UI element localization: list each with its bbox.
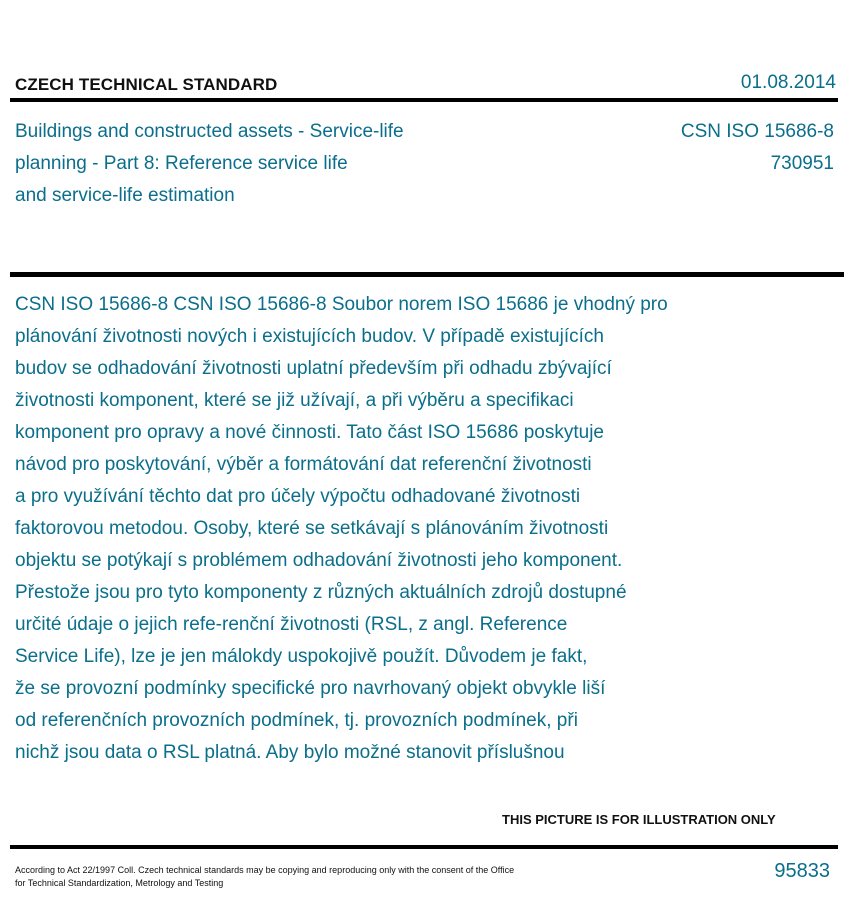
title-line: and service-life estimation [15, 185, 235, 206]
document-id: 95833 [774, 860, 830, 882]
header-divider [10, 98, 838, 102]
body-line: komponent pro opravy a nové činnosti. Tato část ISO 15686 poskytuje [15, 422, 604, 443]
title-divider [10, 272, 844, 277]
body-line: životnosti komponent, které se již užívají, a při výběru a specifikaci [15, 390, 574, 411]
body-line: nichž jsou data o RSL platná. Aby bylo možné stanovit příslušnou [15, 742, 565, 763]
publication-date: 01.08.2014 [740, 72, 836, 93]
body-line: Service Life), lze je jen málokdy uspokojivě použít. Důvodem je fakt, [15, 646, 588, 667]
body-line: faktorovou metodou. Osoby, které se setkávají s plánováním životnosti [15, 518, 609, 539]
standard-identifiers [681, 116, 834, 180]
standard-type-label: CZECH TECHNICAL STANDARD [15, 75, 278, 94]
classification-number: 730951 [770, 153, 834, 174]
abstract-text [15, 289, 785, 769]
footer-divider [10, 845, 838, 849]
body-line: Přestože jsou pro tyto komponenty z různých aktuálních zdrojů dostupné [15, 582, 627, 603]
title-line: Buildings and constructed assets - Service-life [15, 121, 404, 142]
body-line: objektu se potýkají s problémem odhadování životnosti jeho komponent. [15, 550, 623, 571]
body-line: CSN ISO 15686-8 CSN ISO 15686-8 Soubor norem ISO 15686 je vhodný pro [15, 294, 668, 315]
illustration-disclaimer: THIS PICTURE IS FOR ILLUSTRATION ONLY [502, 812, 776, 827]
body-line: a pro využívání těchto dat pro účely výpočtu odhadované životnosti [15, 486, 581, 507]
title-line: planning - Part 8: Reference service life [15, 153, 348, 174]
body-line: určité údaje o jejich refe-renční životnosti (RSL, z angl. Reference [15, 614, 568, 635]
body-line: budov se odhadování životnosti uplatní především při odhadu zbývající [15, 358, 612, 379]
body-line: že se provozní podmínky specifické pro navrhovaný objekt obvykle liší [15, 678, 606, 699]
copyright-line: According to Act 22/1997 Coll. Czech technical standards may be copying and reproducing only with the consent of the Office [15, 865, 515, 875]
standard-code: CSN ISO 15686-8 [680, 121, 834, 142]
body-line: od referenčních provozních podmínek, tj. provozních podmínek, při [15, 710, 578, 731]
copyright-line: for Technical Standardization, Metrology and Testing [15, 878, 224, 888]
document-title [15, 116, 485, 212]
body-line: plánování životnosti nových i existujících budov. V případě existujících [15, 326, 604, 347]
body-line: návod pro poskytování, výběr a formátování dat referenční životnosti [15, 454, 592, 475]
copyright-notice [15, 864, 595, 890]
